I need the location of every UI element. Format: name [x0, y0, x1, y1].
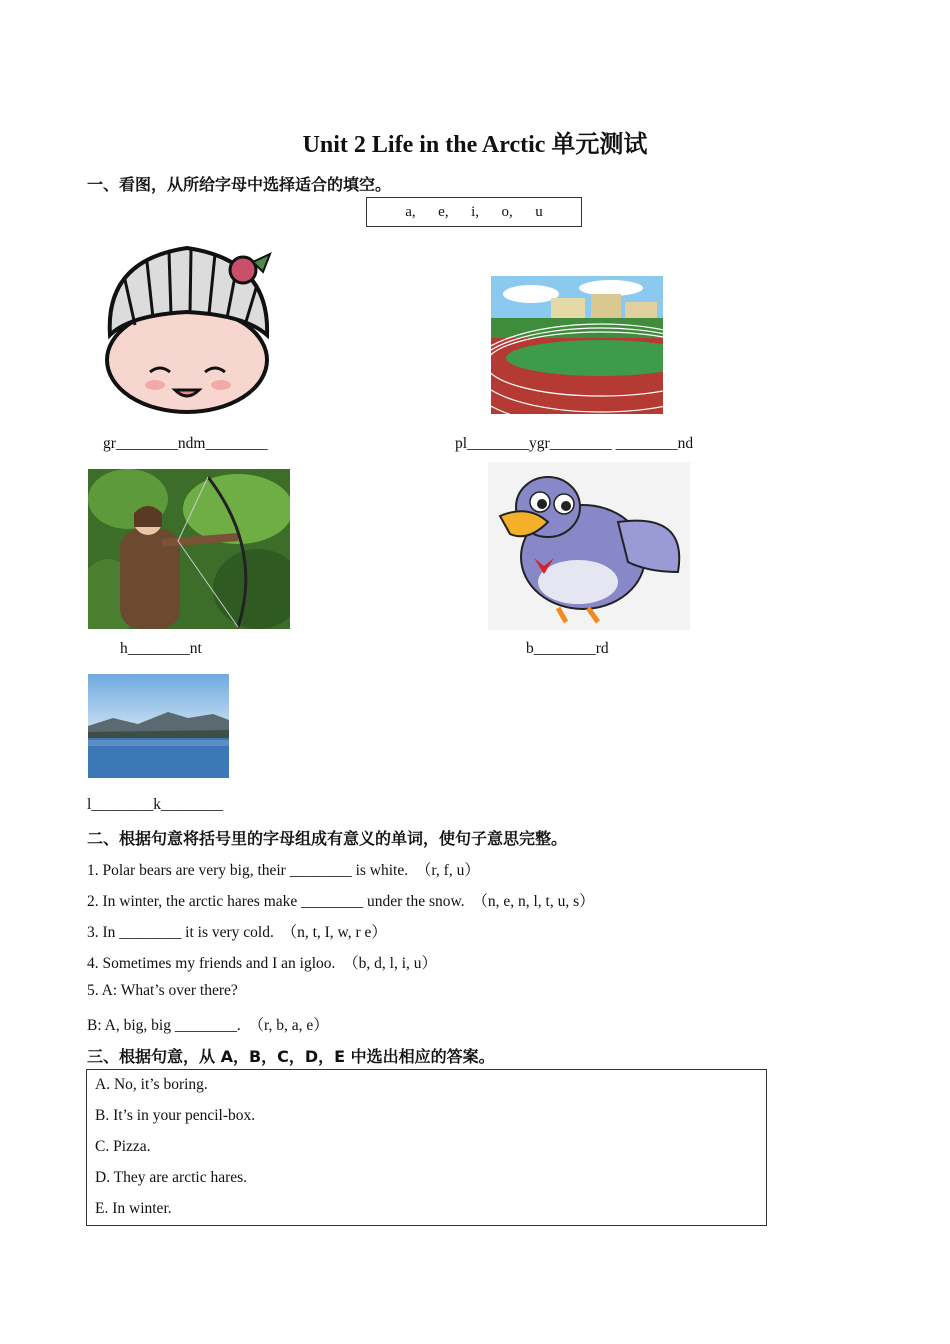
question-line: B: A, big, big ________. （r, b, a, e）: [87, 1017, 329, 1034]
answer-option: D. They are arctic hares.: [95, 1169, 248, 1186]
question-line: 3. In ________ it is very cold. （n, t, I, w, r e）: [87, 924, 387, 941]
word-blank-grandmother: gr________ndm________: [103, 435, 268, 452]
bird-image: [488, 462, 690, 630]
lake-image: [88, 674, 229, 778]
question-line: 2. In winter, the arctic hares make ________ under the snow. （n, e, n, l, t, u, s）: [87, 893, 595, 910]
playground-image: [491, 276, 663, 414]
word-blank-playground: pl________ygr________ ________nd: [455, 435, 694, 452]
question-line: 1. Polar bears are very big, their ________ is white. （r, f, u）: [87, 862, 480, 879]
word-blank-hunt: h________nt: [120, 640, 202, 657]
word-blank-bird: b________rd: [526, 640, 609, 657]
grandma-image: [95, 240, 285, 415]
section1-heading: 一、看图，从所给字母中选择适合的填空。: [87, 175, 392, 194]
section3-heading: 三、根据句意，从 A，B，C，D，E 中选出相应的答案。: [87, 1047, 495, 1066]
section2-heading: 二、根据句意将括号里的字母组成有意义的单词，使句子意思完整。: [87, 829, 568, 848]
hunter-image: [88, 469, 290, 629]
page-title: Unit 2 Life in the Arctic 单元测试: [302, 132, 648, 158]
word-blank-lake: l________k________: [87, 796, 224, 813]
answer-option: A. No, it’s boring.: [95, 1076, 208, 1093]
question-line: 5. A: What’s over there?: [87, 982, 238, 999]
answer-option: B. It’s in your pencil-box.: [95, 1107, 256, 1124]
answer-option: E. In winter.: [95, 1200, 172, 1217]
letter-options-box: a, e, i, o, u: [366, 197, 582, 227]
question-line: 4. Sometimes my friends and I an igloo. （b, d, l, i, u）: [87, 955, 438, 972]
answer-option: C. Pizza.: [95, 1138, 151, 1155]
